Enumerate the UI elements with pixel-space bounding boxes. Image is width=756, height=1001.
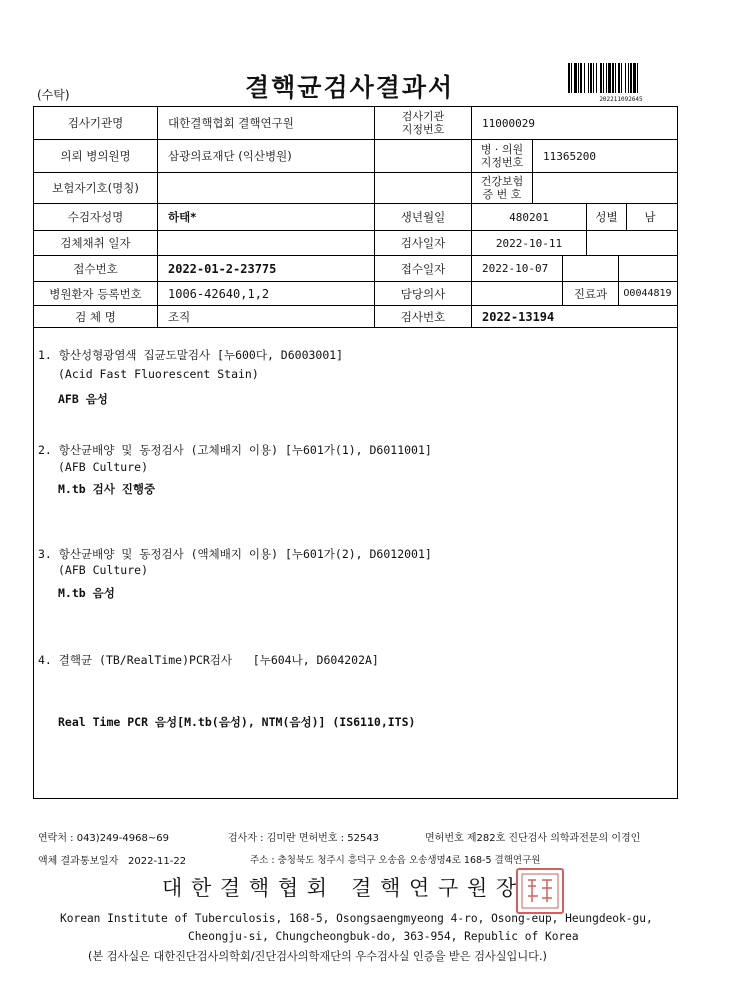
barcode-number: 202211092645 [599,96,643,103]
insurance-label: 보험자기호(명칭) [52,181,139,195]
test-no-label: 검사번호 [400,309,446,324]
receipt-no-label: 접수번호 [73,261,118,276]
specimen-value: 조직 [168,309,191,324]
examiner-info: 검사자 : 김미란 면허번호 : 52543 [228,833,380,844]
page-title: 결핵균검사결과서 [245,73,455,102]
result-3-title: 3. 항산균배양 및 동정검사 (액체배지 이용) [누601가(2), D6012001] [38,547,432,561]
receipt-date-label: 접수일자 [400,261,446,276]
license-note: 면허번호 제282호 진단검사 의학과전문의 이경인 [425,833,641,844]
doctor-label: 담당의사 [400,286,446,301]
english-address-line1: Korean Institute of Tuberculosis, 168-5, Osongsaengmyeong 4-ro, Osong-eup, Heungdeok-gu, [60,912,653,925]
address-kr: 주소 : 충청북도 청주시 흥덕구 오송읍 오송생명4로 168-5 결핵연구원 [250,855,541,866]
requesting-hospital-value: 삼광의료재단 (익산병원) [168,149,292,163]
result-4-value: Real Time PCR 음성[M.tb(음성), NTM(음성)] (IS6110,ITS) [58,715,416,729]
collection-date-value [158,231,374,255]
dept-label: 진료과 [573,286,608,301]
specimen-label: 검 체 명 [75,309,116,324]
hospital-id-label-line2: 지정번호 [480,156,524,169]
barcode [566,63,676,101]
birth-label: 생년월일 [400,210,446,224]
result-2-subtitle: (AFB Culture) [58,460,149,474]
result-3-value: M.tb 음성 [58,586,115,600]
official-seal [516,868,564,914]
receipt-date-value: 2022-10-07 [482,262,549,275]
health-ins-label-line2: 증 번 호 [482,188,522,201]
receipt-no-value: 2022-01-2-23775 [168,261,277,276]
health-ins-label-line1: 건강보험 [480,175,524,188]
seal-pattern-icon [520,872,560,910]
contact-info: 연락처 : 043)249-4968~69 [38,833,169,844]
result-3-subtitle: (AFB Culture) [58,563,149,577]
agency-id-value: 11000029 [482,116,535,130]
barcode-bars [566,63,676,93]
hospital-id-label [472,140,532,172]
agency-id-label [375,107,471,139]
result-2-value: M.tb 검사 진행중 [58,482,156,496]
patient-reg-label: 병원환자 등록번호 [49,286,142,301]
doctor-value [472,282,562,305]
sex-value: 남 [644,210,656,224]
test-date-label: 검사일자 [400,236,446,250]
test-date-value: 2022-10-11 [495,236,563,250]
certification-note: (본 검사실은 대한진단검사의학회/진단검사의학재단의 우수검사실 인증을 받은 검사실입니다.) [88,950,547,963]
hospital-id-value: 11365200 [543,149,596,163]
hospital-id-label-line1: 병 · 의원 [480,143,524,156]
patient-name-value: 하태* [168,210,197,224]
sex-label: 성별 [595,210,618,224]
birth-value: 480201 [509,210,549,224]
test-no-value: 2022-13194 [482,309,555,324]
result-1-title: 1. 항산성형광염색 집균도말검사 [누600다, D6003001] [38,348,344,362]
testing-agency-label: 검사기관명 [67,116,124,130]
collection-date-label: 검체채취 일자 [60,236,131,250]
english-address-line2: Cheongju-si, Chungcheongbuk-do, 363-954, Republic of Korea [188,930,579,943]
health-ins-label [472,173,532,203]
results-box [33,327,678,799]
notify-date: 액체 결과통보일자 2022-11-22 [38,856,187,867]
category-tag: (수탁) [37,88,70,102]
result-1-subtitle: (Acid Fast Fluorescent Stain) [58,367,259,381]
requesting-hospital-label: 의뢰 병의원명 [60,149,131,163]
insurance-value [158,173,471,203]
organization-name: 대 한 결 핵 협 회 결 핵 연 구 원 장 [162,876,518,900]
dept-value: O0044819 [623,288,672,299]
testing-agency-value: 대한결핵협회 결핵연구원 [168,116,294,130]
agency-id-label-line2: 지정번호 [401,123,445,136]
result-1-value: AFB 음성 [58,392,108,406]
patient-reg-value: 1006-42640,1,2 [168,286,270,301]
agency-id-label-line1: 검사기관 [401,110,445,123]
info-table [33,106,678,328]
result-4-title: 4. 결핵균 (TB/RealTime)PCR검사 [누604나, D604202A] [38,653,379,667]
patient-name-label: 수검자성명 [67,210,124,224]
result-2-title: 2. 항산균배양 및 동정검사 (고체배지 이용) [누601가(1), D6011001] [38,443,432,457]
health-ins-value [533,173,673,203]
